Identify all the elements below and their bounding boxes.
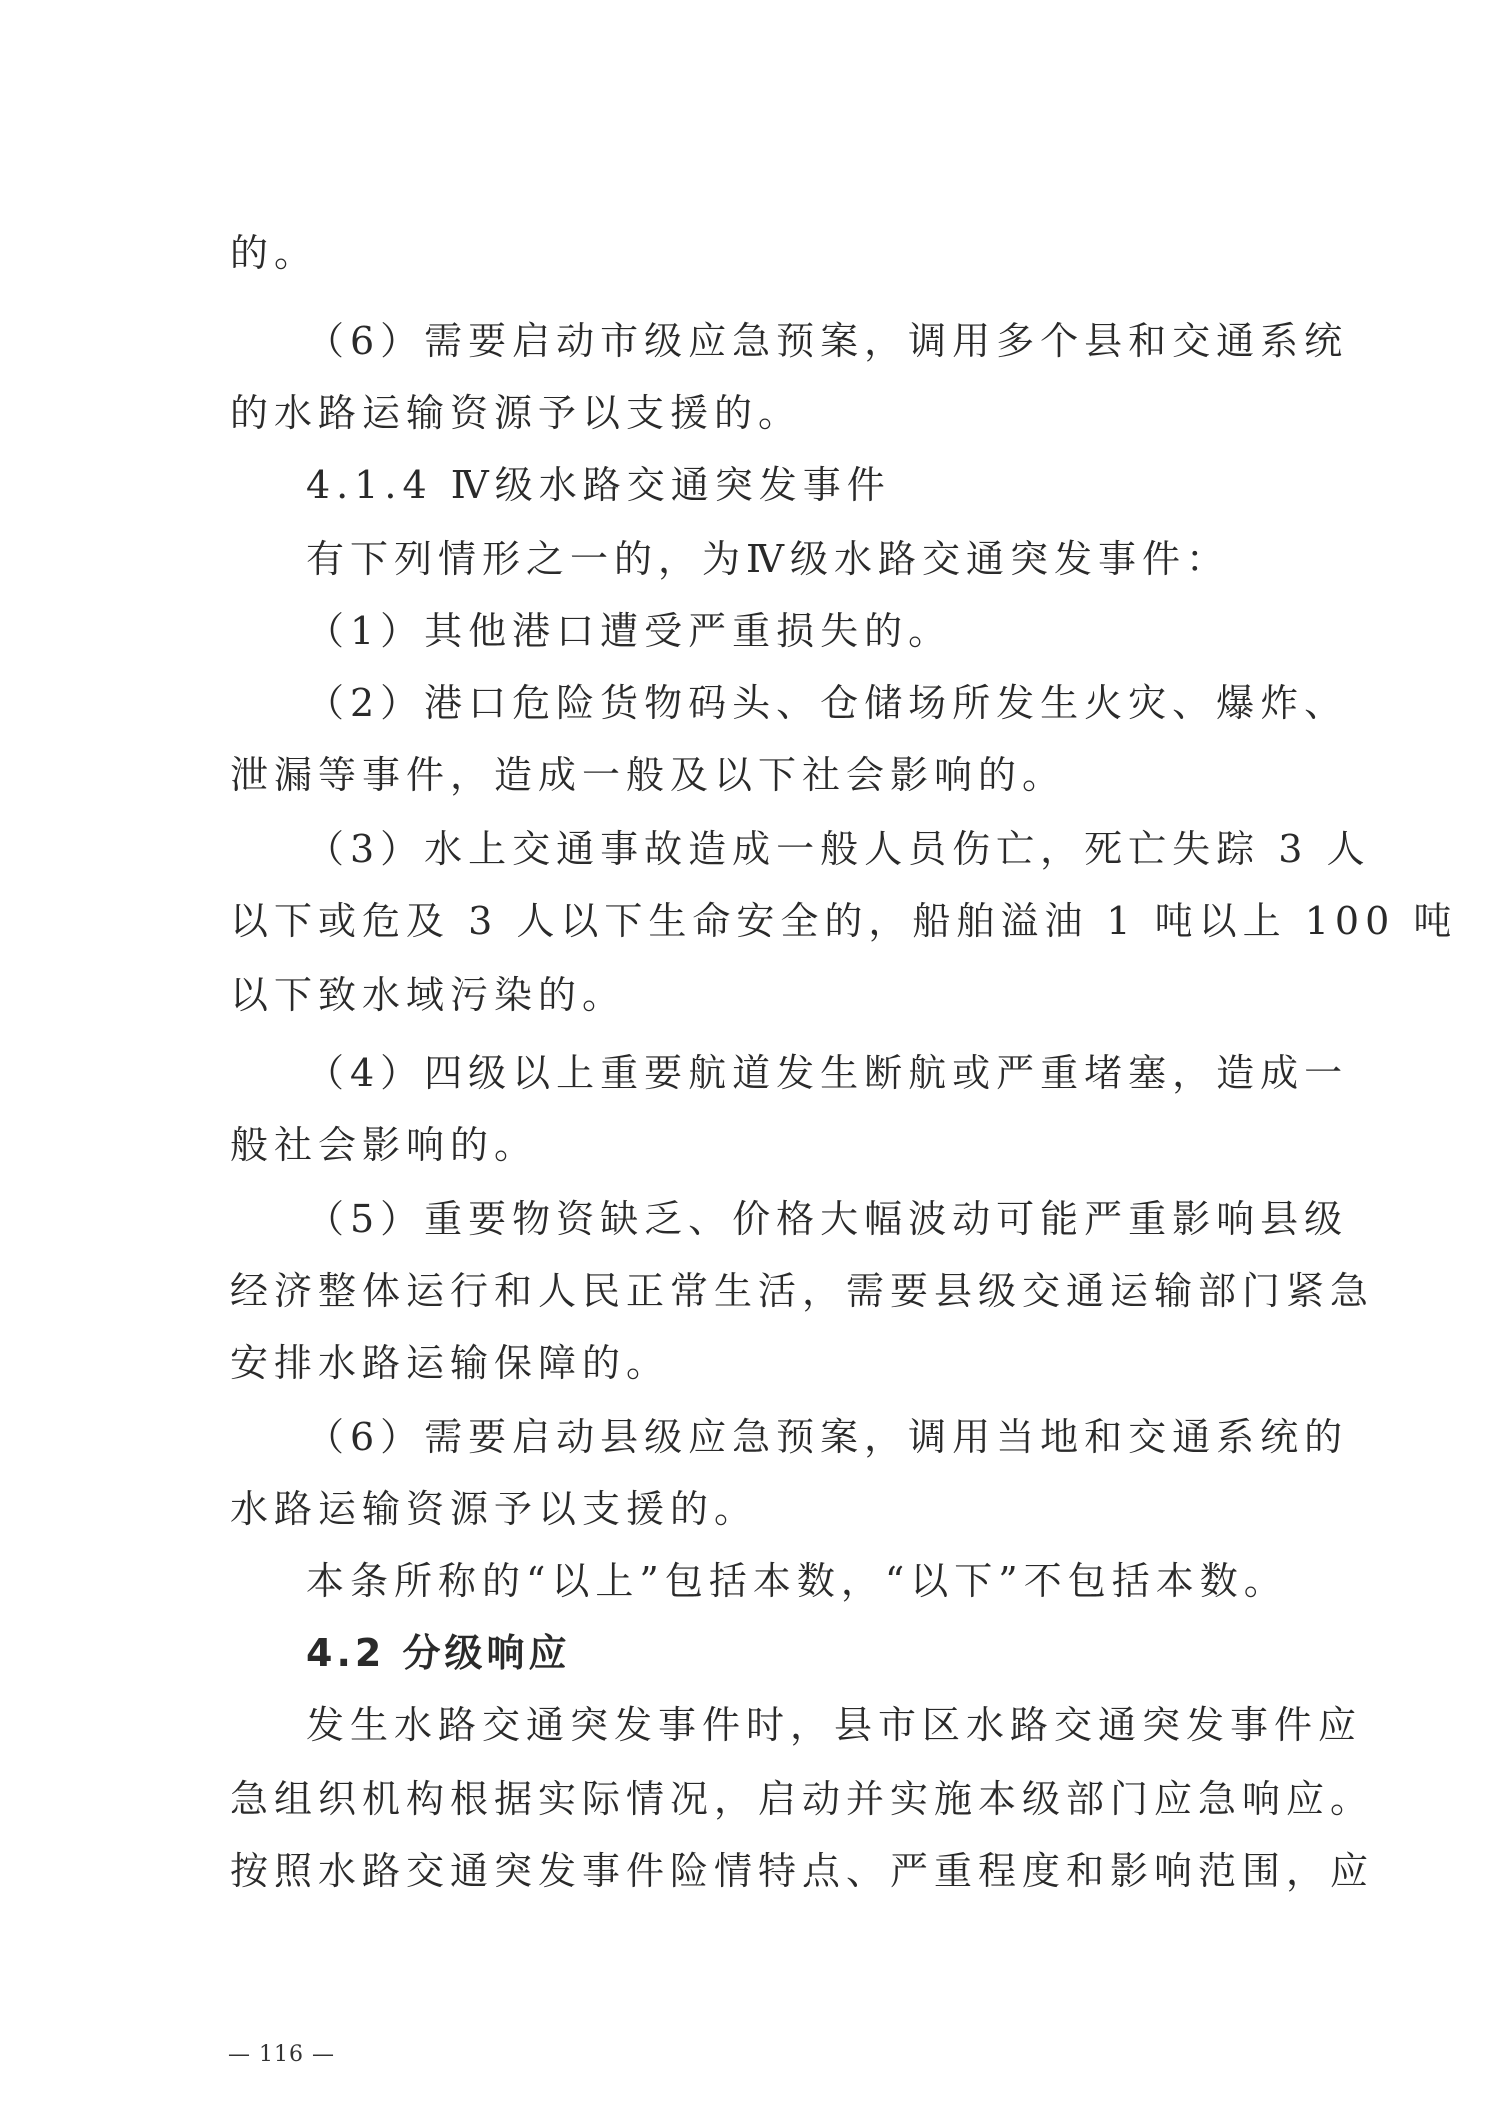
section-heading: 4.1.4 Ⅳ级水路交通突发事件 [306, 463, 891, 507]
text-line: （6）需要启动县级应急预案，调用当地和交通系统的 [306, 1415, 1349, 1459]
text-line: 安排水路运输保障的。 [230, 1341, 671, 1385]
text-line: 泄漏等事件，造成一般及以下社会影响的。 [230, 753, 1067, 797]
text-line: 急组织机构根据实际情况，启动并实施本级部门应急响应。 [230, 1777, 1375, 1821]
text-line: 本条所称的“以上”包括本数，“以下”不包括本数。 [306, 1559, 1288, 1603]
text-line: 发生水路交通突发事件时，县市区水路交通突发事件应 [306, 1703, 1363, 1747]
text-line: 的水路运输资源予以支援的。 [230, 391, 803, 435]
text-line: 按照水路交通突发事件险情特点、严重程度和影响范围，应 [230, 1849, 1375, 1893]
text-line: 以下致水域污染的。 [230, 973, 627, 1017]
text-line: （6）需要启动市级应急预案，调用多个县和交通系统 [306, 319, 1349, 363]
text-line: （2）港口危险货物码头、仓储场所发生火灾、爆炸、 [306, 681, 1349, 725]
text-line: 经济整体运行和人民正常生活，需要县级交通运输部门紧急 [230, 1269, 1375, 1313]
text-line: 水路运输资源予以支援的。 [230, 1487, 759, 1531]
text-line: （1）其他港口遭受严重损失的。 [306, 609, 953, 653]
text-line: 有下列情形之一的，为Ⅳ级水路交通突发事件： [306, 537, 1230, 581]
text-line: 的。 [230, 231, 319, 275]
text-line: 般社会影响的。 [230, 1123, 539, 1167]
section-heading: 4.2 分级响应 [306, 1631, 571, 1675]
text-line: 以下或危及 3 人以下生命安全的，船舶溢油 1 吨以上 100 吨 [230, 899, 1458, 943]
text-line: （5）重要物资缺乏、价格大幅波动可能严重影响县级 [306, 1197, 1349, 1241]
text-line: （4）四级以上重要航道发生断航或严重堵塞，造成一 [306, 1051, 1349, 1095]
text-line: （3）水上交通事故造成一般人员伤亡，死亡失踪 3 人 [306, 827, 1371, 871]
page-number: — 116 — [228, 2042, 335, 2067]
